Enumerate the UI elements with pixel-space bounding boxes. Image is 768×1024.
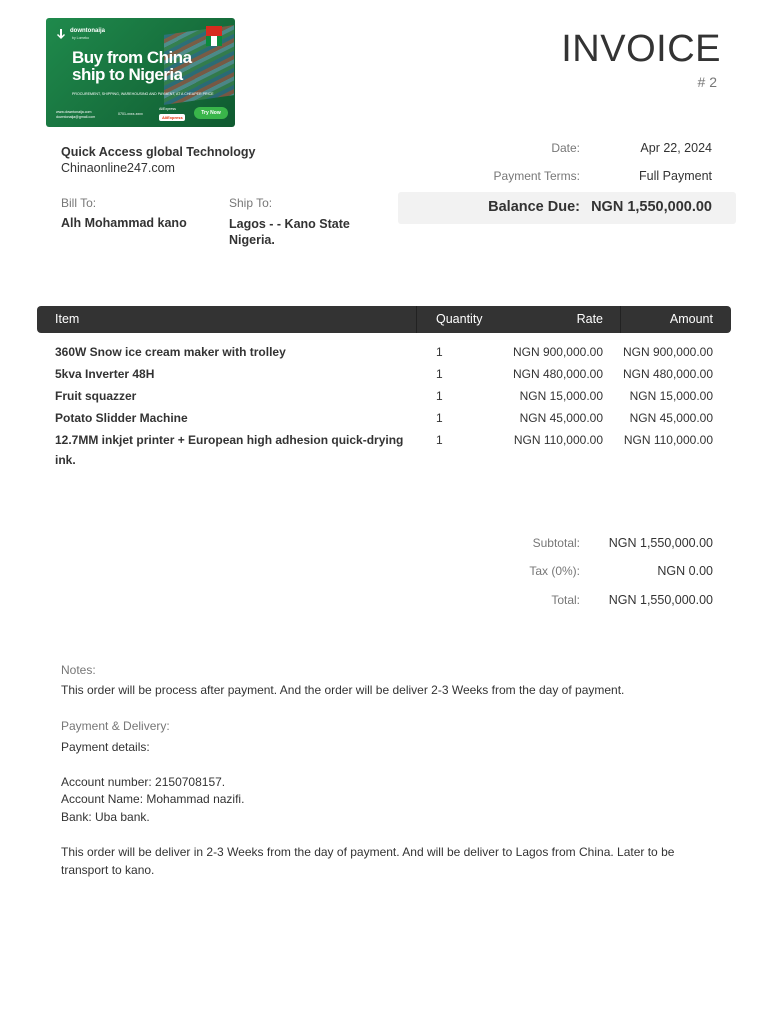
aliexpress-badge	[159, 107, 187, 123]
total-value: NGN 1,550,000.00	[608, 593, 713, 607]
item-amount: NGN 110,000.00	[623, 433, 713, 447]
company-name: Quick Access global Technology	[61, 145, 256, 159]
bill-to-label: Bill To:	[61, 196, 97, 210]
item-quantity: 1	[436, 433, 443, 447]
nigeria-china-flag-icon	[206, 26, 222, 46]
company-website: Chinaonline247.com	[61, 161, 175, 175]
column-header-quantity: Quantity	[436, 312, 483, 326]
item-description: Potato Slidder Machine	[55, 411, 188, 425]
delivery-text: This order will be deliver in 2-3 Weeks from the day of payment. And will be deliver to Lagos from China. Later to be transport to kano.	[61, 845, 675, 877]
ship-to-label: Ship To:	[229, 196, 273, 210]
item-rate: NGN 45,000.00	[519, 411, 603, 425]
item-rate: NGN 110,000.00	[513, 433, 603, 447]
column-header-amount: Amount	[669, 312, 713, 326]
ship-to-line-2: Nigeria.	[229, 233, 275, 247]
balance-due-value: NGN 1,550,000.00	[591, 199, 712, 215]
invoice-number: # 2	[697, 74, 717, 90]
aliexpress-label: AliExpress	[159, 107, 176, 111]
ship-to-value	[229, 216, 389, 248]
item-quantity: 1	[436, 389, 443, 403]
item-description: 5kva Inverter 48H	[55, 367, 155, 381]
banner-contact	[56, 110, 116, 120]
item-rate: NGN 15,000.00	[519, 389, 603, 403]
item-description: Fruit squazzer	[55, 389, 137, 403]
item-amount: NGN 480,000.00	[622, 367, 713, 381]
balance-due-label: Balance Due:	[488, 199, 580, 215]
item-description: 360W Snow ice cream maker with trolley	[55, 345, 286, 359]
banner-website: www.downtonaija.com	[56, 110, 92, 114]
item-amount: NGN 900,000.00	[622, 345, 713, 359]
account-name: Account Name: Mohammad nazifi.	[61, 792, 245, 806]
tax-value: NGN 0.00	[657, 564, 713, 578]
header-divider	[620, 306, 621, 333]
aliexpress-logo: AliExpress	[162, 115, 183, 120]
total-label: Total:	[551, 593, 580, 607]
item-description: 12.7MM inkjet printer + European high adhesion quick-drying ink.	[55, 433, 404, 467]
banner-email: downtonaija@gmail.com	[56, 115, 96, 119]
ship-to-line-1: Lagos - - Kano State	[229, 217, 350, 231]
item-quantity: 1	[436, 345, 443, 359]
payment-terms-label: Payment Terms:	[493, 169, 580, 183]
column-header-rate: Rate	[576, 312, 603, 326]
banner-headline	[72, 49, 232, 83]
brand-name: downtonaija	[70, 28, 105, 34]
notes-text: This order will be process after payment. And the order will be deliver 2-3 Weeks from the day of payment.	[61, 683, 625, 697]
item-quantity: 1	[436, 411, 443, 425]
items-table-header	[37, 306, 731, 333]
banner-tagline: PROCUREMENT, SHIPPING, WAREHOUSING AND PAYMENT, AT A CHEAPER PRICE	[72, 92, 214, 96]
subtotal-label: Subtotal:	[532, 536, 580, 550]
column-header-item: Item	[55, 312, 80, 326]
brand-arrow-icon	[56, 29, 66, 41]
subtotal-value: NGN 1,550,000.00	[608, 536, 713, 550]
brand-subtitle: by Lomeko	[72, 36, 90, 40]
bank-name: Bank: Uba bank.	[61, 810, 150, 824]
company-logo-banner	[46, 18, 235, 127]
headline-line-1: Buy from China	[72, 48, 192, 67]
header-divider	[416, 306, 417, 333]
account-number: Account number: 2150708157.	[61, 775, 226, 789]
payment-delivery-label: Payment & Delivery:	[61, 719, 170, 733]
headline-line-2: ship to Nigeria	[72, 65, 183, 84]
tax-label: Tax (0%):	[529, 564, 580, 578]
item-rate: NGN 480,000.00	[512, 367, 603, 381]
banner-phone: 0701-xxxx-xxxx	[118, 112, 143, 116]
notes-label: Notes:	[61, 663, 96, 677]
payment-details-heading: Payment details:	[61, 740, 150, 754]
item-amount: NGN 45,000.00	[629, 411, 713, 425]
invoice-title: INVOICE	[561, 28, 721, 70]
date-value: Apr 22, 2024	[640, 141, 712, 155]
item-rate: NGN 900,000.00	[512, 345, 603, 359]
item-amount: NGN 15,000.00	[629, 389, 713, 403]
payment-terms-value: Full Payment	[639, 169, 712, 183]
try-now-button: Try Now	[194, 107, 228, 119]
date-label: Date:	[551, 141, 580, 155]
item-quantity: 1	[436, 367, 443, 381]
bill-to-value: Alh Mohammad kano	[61, 216, 187, 230]
